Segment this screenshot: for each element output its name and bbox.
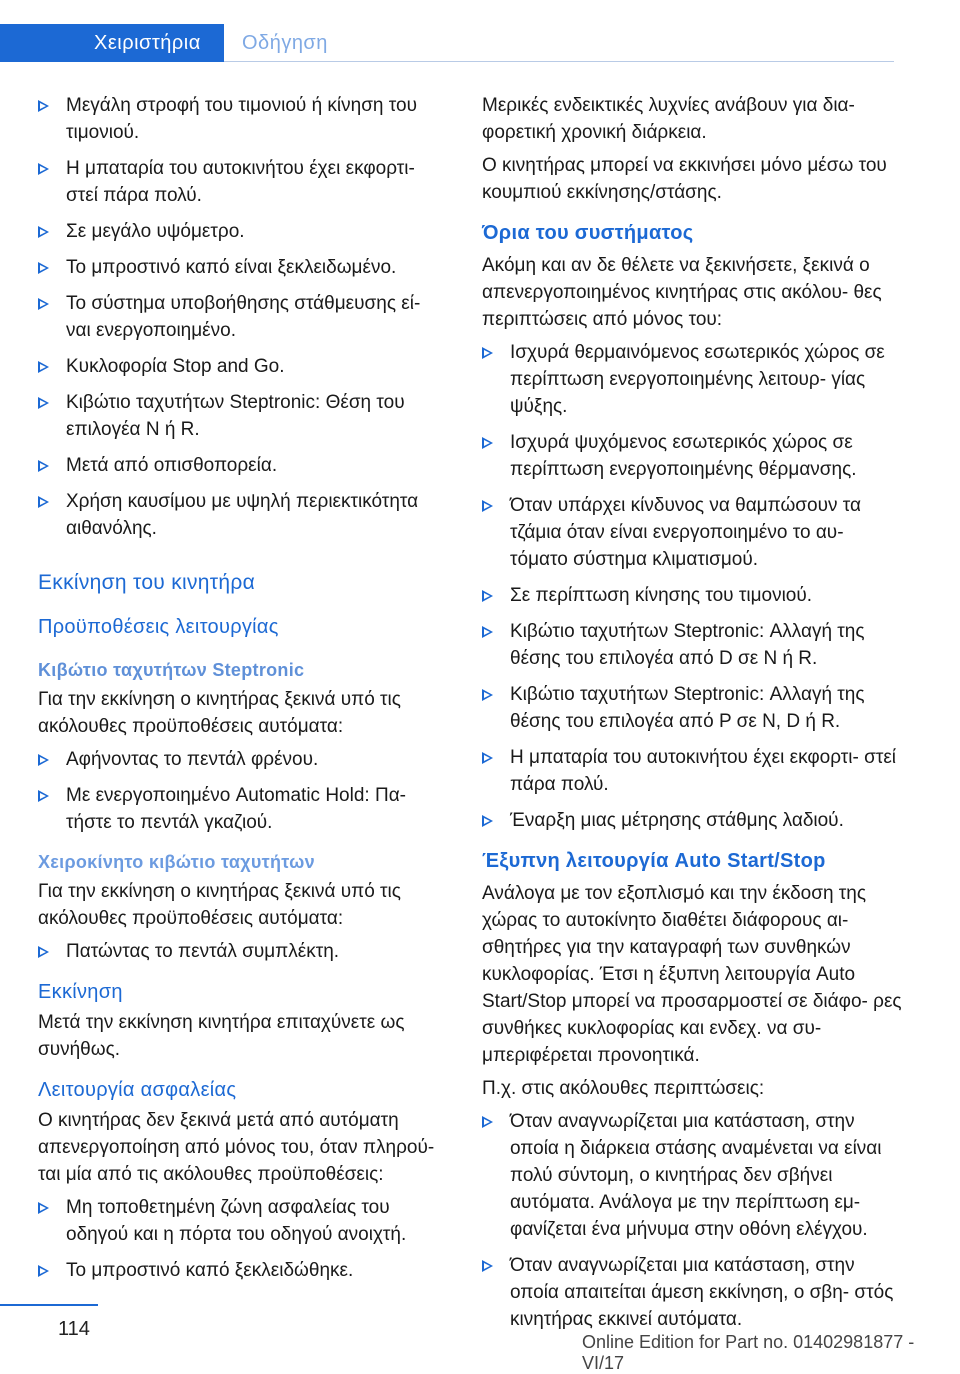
triangle-bullet-icon [482,626,493,638]
start-text: Μετά την εκκίνηση κινητήρα επιταχύνετε ως συνήθως. [38,1012,405,1060]
list-item-text: Η μπαταρία του αυτοκινήτου έχει εκφορτι- στεί πάρα πολύ. [510,747,897,795]
footer-accent-line [0,1304,98,1306]
list-item-text: Μετά από οπισθοπορεία. [66,455,278,476]
triangle-bullet-icon [482,437,493,449]
list-item [482,807,902,834]
list-item-text: Όταν αναγνωρίζεται μια κατάσταση, στην οποία απαιτείται άμεση εκκίνηση, ο σβη- στός κινητήρας εκκινεί αυτόματα. [510,1255,894,1330]
list-item [38,92,448,146]
list-item-text: Η μπαταρία του αυτοκινήτου έχει εκφορτι- στεί πάρα πολύ. [66,158,415,206]
tab-controls[interactable]: Χειριστήρια [0,24,224,62]
example-text: Π.χ. στις ακόλουθες περιπτώσεις: [482,1078,765,1099]
steptronic-text: Για την εκκίνηση ο κινητήρας ξεκινά υπό τις ακόλουθες προϋποθέσεις αυτόματα: [38,689,401,737]
list-item [38,218,448,245]
triangle-bullet-icon [482,752,493,764]
triangle-bullet-icon [38,946,49,958]
list-item [482,681,902,735]
heading-system-limits: Όρια του συστήματος [482,222,694,244]
triangle-bullet-icon [482,815,493,827]
list-item-text: Κυκλοφορία Stop and Go. [66,356,285,377]
heading-manual-transmission: Χειροκίνητο κιβώτιο ταχυτήτων [38,852,315,872]
list-item [482,492,902,573]
heading-start: Εκκίνηση [38,981,123,1003]
list-item-text: Σε περίπτωση κίνησης του τιμονιού. [510,585,813,606]
list-item-text: Ισχυρά ψυχόμενος εσωτερικός χώρος σε περίπτωση ενεργοποιημένης θέρμανσης. [510,432,857,480]
list-item [38,389,448,443]
triangle-bullet-icon [38,163,49,175]
list-item-text: Έναρξη μιας μέτρησης στάθμης λαδιού. [510,810,844,831]
edition-footer: Online Edition for Part no. 01402981877 - VI/17 [582,1332,915,1373]
list-item [38,782,448,836]
heading-engine-start: Εκκίνηση του κινητήρα [38,571,256,594]
manual-list [38,938,448,965]
list-item-text: Πατώντας το πεντάλ συμπλέκτη. [66,941,340,962]
heading-safety-function: Λειτουργία ασφαλείας [38,1079,237,1101]
triangle-bullet-icon [38,1265,49,1277]
heading-steptronic: Κιβώτιο ταχυτήτων Steptronic [38,660,305,680]
triangle-bullet-icon [482,500,493,512]
left-column [38,92,448,1294]
list-item-text: Όταν υπάρχει κίνδυνος να θαμπώσουν τα τζάμια όταν είναι ενεργοποιημένο το αυ- τόματο σύστημα κλιματισμού. [510,495,861,570]
triangle-bullet-icon [482,590,493,602]
list-item [38,488,448,542]
list-item [482,1108,902,1243]
list-item [482,582,902,609]
triangle-bullet-icon [38,262,49,274]
manual-text: Για την εκκίνηση ο κινητήρας ξεκινά υπό τις ακόλουθες προϋποθέσεις αυτόματα: [38,881,401,929]
list-item-text: Το σύστημα υποβοήθησης στάθμευσης εί- ναι ενεργοποιημένο. [66,293,421,341]
safety-list [38,1194,448,1284]
list-item-text: Κιβώτιο ταχυτήτων Steptronic: Θέση του επιλογέα N ή R. [66,392,405,440]
list-item-text: Όταν αναγνωρίζεται μια κατάσταση, στην οποία η διάρκεια στάσης αναμένεται να είναι πολύ σύντομη, ο κινητήρας δεν σβήνει αυτόματα. Ανάλογα με την περίπτωση εμ- φανίζεται ένα μήνυμα στην οθόνη ελέγχου. [510,1111,882,1240]
intro-list [38,92,448,542]
heading-smart-auto-start-stop: Έξυπνη λειτουργία Auto Start/Stop [482,850,826,872]
list-item-text: Με ενεργοποιημένο Automatic Hold: Πα- τήστε το πεντάλ γκαζιού. [66,785,407,833]
list-item [38,452,448,479]
list-item [38,746,448,773]
indicator-lights-text: Μερικές ενδεικτικές λυχνίες ανάβουν για δια- φορετική χρονική διάρκεια. [482,95,855,143]
triangle-bullet-icon [38,460,49,472]
list-item-text: Ισχυρά θερμαινόμενος εσωτερικός χώρος σε περίπτωση ενεργοποιημένης λειτουρ- γίας ψύξης. [510,342,885,417]
list-item-text: Μη τοποθετημένη ζώνη ασφαλείας του οδηγού και η πόρτα του οδηγού ανοιχτή. [66,1197,407,1245]
triangle-bullet-icon [38,397,49,409]
limits-list [482,339,902,834]
tab-driving[interactable]: Οδήγηση [242,32,328,54]
list-item-text: Το μπροστινό καπό ξεκλειδώθηκε. [66,1260,354,1281]
safety-text: Ο κινητήρας δεν ξεκινά μετά από αυτόματη απενεργοποίηση από μόνος του, όταν πληρού- ται μία από τις ακόλουθες προϋποθέσεις: [38,1110,435,1185]
header-divider [224,61,894,62]
right-column [482,92,902,1343]
start-button-text: Ο κινητήρας μπορεί να εκκινήσει μόνο μέσω του κουμπιού εκκίνησης/στάσης. [482,155,887,203]
triangle-bullet-icon [38,754,49,766]
triangle-bullet-icon [38,1202,49,1214]
triangle-bullet-icon [38,790,49,802]
list-item-text: Κιβώτιο ταχυτήτων Steptronic: Αλλαγή της θέσης του επιλογέα από D σε N ή R. [510,621,865,669]
triangle-bullet-icon [482,689,493,701]
list-item-text: Κιβώτιο ταχυτήτων Steptronic: Αλλαγή της θέσης του επιλογέα από P σε N, D ή R. [510,684,865,732]
list-item-text: Αφήνοντας το πεντάλ φρένου. [66,749,319,770]
triangle-bullet-icon [38,496,49,508]
list-item [38,155,448,209]
list-item [38,1257,448,1284]
list-item [482,339,902,420]
triangle-bullet-icon [38,226,49,238]
list-item [38,353,448,380]
triangle-bullet-icon [38,298,49,310]
page-number: 114 [58,1318,90,1340]
steptronic-list [38,746,448,836]
list-item [38,938,448,965]
triangle-bullet-icon [482,1260,493,1272]
top-navigation [0,0,960,62]
heading-prerequisites: Προϋποθέσεις λειτουργίας [38,616,279,638]
list-item-text: Χρήση καυσίμου με υψηλή περιεκτικότητα αιθανόλης. [66,491,419,539]
list-item [38,290,448,344]
list-item-text: Το μπροστινό καπό είναι ξεκλειδωμένο. [66,257,397,278]
triangle-bullet-icon [38,361,49,373]
list-item [482,618,902,672]
smart-text: Ανάλογα με τον εξοπλισμό και την έκδοση της χώρας το αυτοκίνητο διαθέτει διάφορους αι- σθητήρες για την καταγραφή των συνθηκών κυκλοφορίας. Έτσι η έξυπνη λειτουργία Auto Start/Stop μπορεί να προσαρμοστεί σε διάφο- ρες συνθήκες κυκλοφορίας και ενδεχ. να συ- μπεριφέρεται προνοητικά. [482,883,902,1066]
list-item-text: Μεγάλη στροφή του τιμονιού ή κίνηση του τιμονιού. [66,95,417,143]
limits-text: Ακόμη και αν δε θέλετε να ξεκινήσετε, ξεκινά ο απενεργοποιημένος κινητήρας στις ακόλου- θες περιπτώσεις από μόνος του: [482,255,882,330]
list-item [482,429,902,483]
list-item [38,1194,448,1248]
list-item-text: Σε μεγάλο υψόμετρο. [66,221,245,242]
smart-list [482,1108,902,1333]
triangle-bullet-icon [482,1116,493,1128]
triangle-bullet-icon [482,347,493,359]
triangle-bullet-icon [38,100,49,112]
list-item [38,254,448,281]
list-item [482,744,902,798]
list-item [482,1252,902,1333]
